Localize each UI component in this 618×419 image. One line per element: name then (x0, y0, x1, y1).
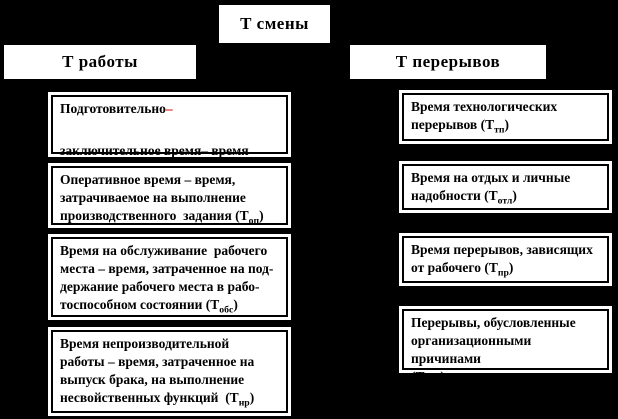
node-breaks-time-label: Т перерывов (395, 52, 501, 71)
symbol-subscript: оп (248, 215, 260, 227)
node-worker-dependent-breaks-body (402, 236, 609, 283)
text-line (60, 389, 282, 407)
line-text: перерывов (411, 117, 481, 132)
symbol-open: (Т (484, 188, 498, 203)
node-operational-time (48, 163, 291, 228)
node-shift-time-label: Т смены (240, 14, 309, 33)
text-line: заключительное время– время (60, 143, 249, 158)
node-worker-dependent-breaks (399, 233, 612, 286)
symbol-open: (Т (205, 297, 220, 312)
symbol-open: (Т (484, 260, 498, 275)
node-unproductive-work-time (48, 327, 291, 416)
node-rest-personal-needs (399, 161, 612, 213)
prep-final-text: Подготовительно (60, 101, 166, 116)
text-line: Время на обслуживание рабочего (60, 243, 268, 258)
symbol (480, 117, 509, 136)
symbol (205, 297, 238, 316)
text-line: выпуск брака, на выполнение (60, 372, 245, 387)
symbol-close: ) (440, 369, 445, 384)
text-line: Время технологических (411, 99, 558, 114)
text-line (60, 207, 282, 225)
text-line: Перерывы, обусловленные (411, 315, 576, 330)
node-prep-final-time (48, 92, 291, 157)
text-line: Время на отдых и личные (411, 170, 571, 185)
symbol-subscript: орп (424, 376, 441, 388)
red-dash: – (165, 101, 173, 116)
text-line: Время непроизводительной (60, 336, 230, 351)
node-technological-breaks (399, 90, 612, 144)
symbol (235, 208, 264, 227)
node-workplace-maintenance-time-body (51, 237, 288, 317)
symbol-open: (Т (480, 117, 495, 132)
text-line (411, 116, 603, 134)
symbol-close: ) (504, 117, 509, 132)
text-line: затрачиваемое на выполнение (60, 190, 246, 205)
symbol (484, 260, 514, 279)
symbol-subscript: пр (497, 267, 509, 279)
node-workplace-maintenance-time (48, 234, 291, 320)
text-line: организационными причинами (411, 333, 538, 366)
text-line (411, 187, 603, 205)
node-prep-final-time-body (51, 95, 288, 158)
symbol-close: ) (512, 188, 517, 203)
line-text: производственного задания (60, 208, 236, 223)
symbol-open: (Т (411, 369, 425, 384)
node-technological-breaks-body (402, 93, 609, 141)
text-line: держание рабочего места в рабо- (60, 279, 260, 294)
node-organizational-breaks (399, 306, 612, 388)
symbol-open: (Т (225, 390, 239, 405)
text-line (60, 296, 282, 314)
text-line: работы – время, затраченное на (60, 354, 255, 369)
node-shift-time (219, 5, 330, 43)
symbol-subscript: обс (219, 304, 234, 316)
text-line: Оперативное время – время, (60, 172, 236, 187)
node-rest-personal-needs-body (402, 164, 609, 210)
symbol-subscript: тп (494, 124, 505, 136)
symbol-close: ) (233, 297, 238, 312)
line-text: от рабочего (411, 260, 485, 275)
line-text: надобности (411, 188, 485, 203)
line-text: тоспособном состоянии (60, 297, 206, 312)
node-unproductive-work-time-body (51, 330, 288, 413)
symbol (484, 188, 517, 207)
node-breaks-time (350, 45, 546, 79)
symbol-close: ) (508, 260, 514, 275)
node-work-time (4, 45, 196, 79)
symbol-subscript: отл (497, 195, 513, 207)
node-operational-time-body (51, 166, 288, 225)
node-work-time-label: Т работы (62, 52, 138, 71)
text-line (411, 368, 603, 386)
symbol-close: ) (259, 208, 264, 223)
symbol-close: ) (249, 390, 255, 405)
node-organizational-breaks-body (402, 309, 609, 388)
text-line (60, 100, 282, 118)
symbol (225, 390, 255, 409)
text-line: Время перерывов, зависящих (411, 242, 593, 257)
symbol-open: (Т (235, 208, 249, 223)
symbol-subscript: нр (238, 397, 250, 409)
text-line: места – время, затраченное на под- (60, 261, 274, 276)
text-line (411, 259, 603, 277)
line-text: несвойственных функций (60, 390, 226, 405)
symbol (411, 369, 445, 388)
